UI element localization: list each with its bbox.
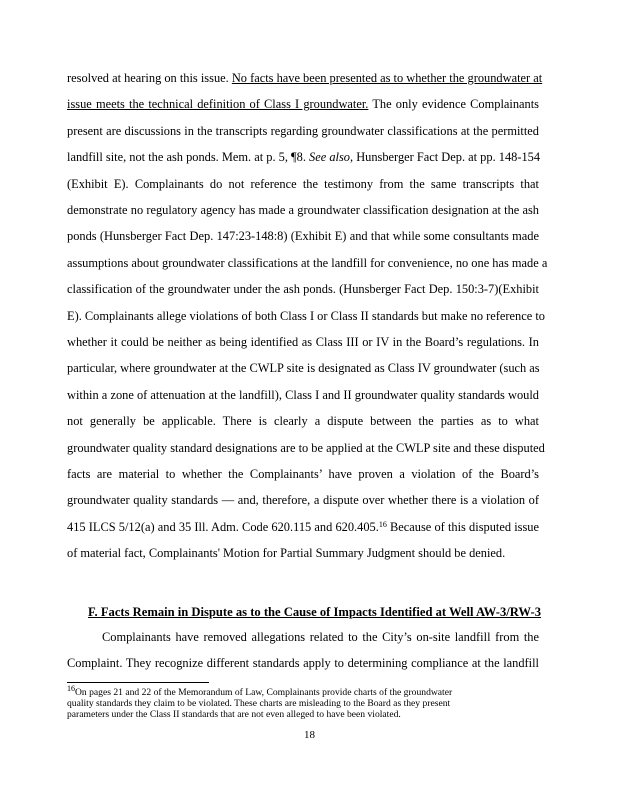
text-run: of material fact, Complainants' Motion for Partial Summary Judgment should be denied.	[67, 546, 506, 561]
text-run: The only evidence Complainants	[368, 97, 539, 112]
text-run: particular, where groundwater at the CWLP site is designated as Class IV groundwater (such as	[67, 361, 540, 376]
body-line	[67, 466, 539, 482]
text-run: groundwater quality standard designations are to be applied at the CWLP site and these disputed	[67, 440, 545, 455]
body-line	[67, 149, 539, 165]
text-run: 415 ILCS 5/12(a) and 35 Ill. Adm. Code 620.115 and 620.405.	[67, 519, 379, 534]
body-line	[67, 123, 539, 139]
body-line: Complaint. They recognize different standards apply to determining compliance at the landfill	[67, 656, 539, 670]
footnote-line: quality standards they claim to be violated. These charts are misleading to the Board as they present	[67, 698, 451, 709]
body-line	[67, 228, 539, 244]
text-run: resolved at hearing on this issue.	[67, 71, 232, 85]
footnote-number: 16	[67, 684, 75, 693]
body-line	[67, 96, 539, 112]
body-line	[67, 387, 539, 403]
page-number: 18	[304, 729, 315, 741]
body-line	[67, 492, 539, 508]
body-line	[67, 70, 543, 86]
body-line	[67, 440, 545, 456]
text-run: groundwater quality standards — and, therefore, a dispute over whether there is a violation of	[67, 493, 539, 508]
body-line: Complainants have removed allegations related to the City’s on-site landfill from the	[102, 630, 539, 644]
footnote-line	[67, 684, 539, 698]
footnote-text: On pages 21 and 22 of the Memorandum of Law, Complainants provide charts of the groundwater	[75, 687, 453, 698]
text-run: (Exhibit E). Complainants do not reference the testimony from the same transcripts that	[67, 176, 539, 191]
text-run: assumptions about groundwater classifications at the landfill for convenience, no one has made a	[67, 255, 548, 270]
text-run: facts are material to whether the Complainants’ have proven a violation of the Board’s	[67, 467, 539, 481]
body-line	[67, 334, 539, 350]
text-run: demonstrate no regulatory agency has made a groundwater classification designation at the ash	[67, 203, 539, 217]
body-line	[67, 255, 548, 271]
body-line	[67, 176, 539, 192]
text-run: whether it could be neither as being identified as Class III or IV in the Board’s regulations. In	[67, 335, 539, 349]
body-line	[67, 360, 539, 376]
body-line	[67, 308, 545, 324]
text-run: landfill site, not the ash ponds. Mem. at p. 5, ¶8.	[67, 150, 310, 165]
text-run: present are discussions in the transcripts regarding groundwater classifications at the permitted	[67, 123, 539, 138]
footnote-line: parameters under the Class II standards that are not even alleged to have been violated.	[67, 709, 401, 720]
text-run: ponds (Hunsberger Fact Dep. 147:23-148:8) (Exhibit E) and that while some consultants made	[67, 229, 539, 244]
text-run: Because of this disputed issue	[386, 519, 540, 534]
underlined-text: issue meets the technical definition of Class I groundwater.	[67, 97, 369, 112]
text-run: not generally be applicable. There is clearly a dispute between the parties as to what	[67, 414, 539, 429]
text-run: E). Complainants allege violations of both Class I or Class II standards but make no reference to	[67, 308, 545, 323]
text-run: within a zone of attenuation at the landfill), Class I and II groundwater quality standards would	[67, 387, 539, 402]
text-run: classification of the groundwater under the ash ponds. (Hunsberger Fact Dep. 150:3-7)(Exhibit	[67, 282, 539, 297]
body-line	[67, 413, 539, 429]
body-line	[67, 202, 539, 218]
body-line	[67, 519, 539, 535]
text-run: Hunsberger Fact Dep. at pp. 148-154	[353, 150, 541, 165]
section-heading: F. Facts Remain in Dispute as to the Cause of Impacts Identified at Well AW-3/RW-3	[88, 605, 542, 619]
body-line	[67, 545, 539, 561]
footnote-rule	[67, 682, 209, 683]
footnote-ref: 16	[378, 519, 387, 529]
underlined-text: No facts have been presented as to whether the groundwater at	[231, 71, 543, 85]
italic-text: See also,	[309, 150, 354, 165]
body-line	[67, 281, 539, 297]
